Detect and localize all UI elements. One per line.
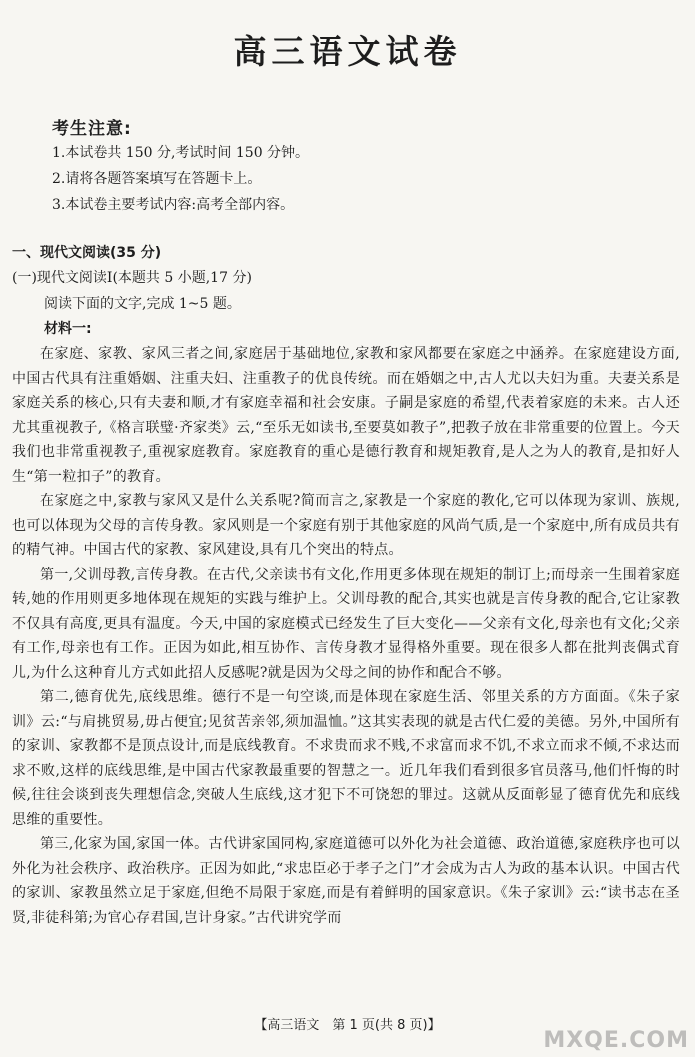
page-footer: 【高三语文 第 1 页(共 8 页)】 — [254, 1018, 441, 1033]
passage-paragraph: 在家庭、家教、家风三者之间,家庭居于基础地位,家教和家风都要在家庭之中涵养。在家庭建设方面,中国古代具有注重婚姻、注重夫妇、注重教子的优良传统。而在婚姻之中,古人尤以夫妇为重。夫妻关系是家庭关系的核心,只有夫妻和顺,才有家庭幸福和社会安康。子嗣是家庭的希望,代表着家庭的未来。古人还尤其重视教子,《格言联璧·齐家类》云,“至乐无如读书,至要莫如教子”,把教子放在非常重要的位置上。今天我们也非常重视教子,重视家庭教育。家庭教育的重心是德行教育和规矩教育,是人之为人的教育,是扣好人生“第一粒扣子”的教育。 — [12, 346, 680, 485]
passage-paragraph: 第一,父训母教,言传身教。在古代,父亲读书有文化,作用更多体现在规矩的制订上;而母亲一生围着家庭转,她的作用则更多地体现在规矩的实践与维护上。父训母教的配合,其实也就是言传身教的配合,它让家教不仅具有高度,更具有温度。今天,中国的家庭模式已经发生了巨大变化——父亲有文化,母亲也有文化;父亲有工作,母亲也有工作。正因为如此,相互协作、言传身教才显得格外重要。现在很多人都在批判丧偶式育儿,为什么这种育儿方式如此招人反感呢?就是因为父母之间的协作和配合不够。 — [12, 566, 680, 681]
reading-passage — [12, 342, 680, 930]
watermark-logo: MXQE.COM — [543, 1028, 689, 1053]
subsection-heading: (一)现代文阅读Ⅰ(本题共 5 小题,17 分) — [12, 270, 252, 286]
section-heading: 一、现代文阅读(35 分) — [12, 245, 162, 261]
reading-instruction: 阅读下面的文字,完成 1~5 题。 — [44, 296, 241, 312]
notice-item: 1.本试卷共 150 分,考试时间 150 分钟。 — [52, 145, 310, 161]
passage-paragraph: 在家庭之中,家教与家风又是什么关系呢?简而言之,家教是一个家庭的教化,它可以体现为家训、族规,也可以体现为父母的言传身教。家风则是一个家庭有别于其他家庭的风尚气质,是一个家庭中,所有成员共有的精气神。中国古代的家教、家风建设,具有几个突出的特点。 — [12, 493, 680, 558]
material-label: 材料一: — [44, 321, 92, 337]
passage-paragraph: 第二,德育优先,底线思维。德行不是一句空谈,而是体现在家庭生活、邻里关系的方方面面。《朱子家训》云:“与肩挑贸易,毋占便宜;见贫苦亲邻,须加温恤。”这其实表现的就是古代仁爱的美德。另外,中国所有的家训、家教都不是顶点设计,而是底线教育。不求贵而求不贱,不求富而求不饥,不求立而求不倾,不求达而求不败,这样的底线思维,是中国古代家教最重要的智慧之一。近几年我们看到很多官员落马,他们忏悔的时候,往往会谈到丧失理想信念,突破人生底线,这才犯下不可饶恕的罪过。这就从反面彰显了德育优先和底线思维的重要性。 — [12, 689, 680, 828]
passage-paragraph: 第三,化家为国,家国一体。古代讲家国同构,家庭道德可以外化为社会道德、政治道德,家庭秩序也可以外化为社会秩序、政治秩序。正因为如此,“求忠臣必于孝子之门”才会成为古人为政的基本认识。中国古代的家训、家教虽然立足于家庭,但绝不局限于家庭,而是有着鲜明的国家意识。《朱子家训》云:“读书志在圣贤,非徒科第;为官心存君国,岂计身家。”古代讲究学而 — [12, 836, 680, 926]
notice-item: 3.本试卷主要考试内容:高考全部内容。 — [52, 197, 295, 213]
notice-item: 2.请将各题答案填写在答题卡上。 — [52, 171, 262, 187]
exam-title: 高三语文试卷 — [233, 32, 462, 71]
notice-list — [52, 140, 309, 218]
notice-heading: 考生注意: — [52, 119, 132, 139]
